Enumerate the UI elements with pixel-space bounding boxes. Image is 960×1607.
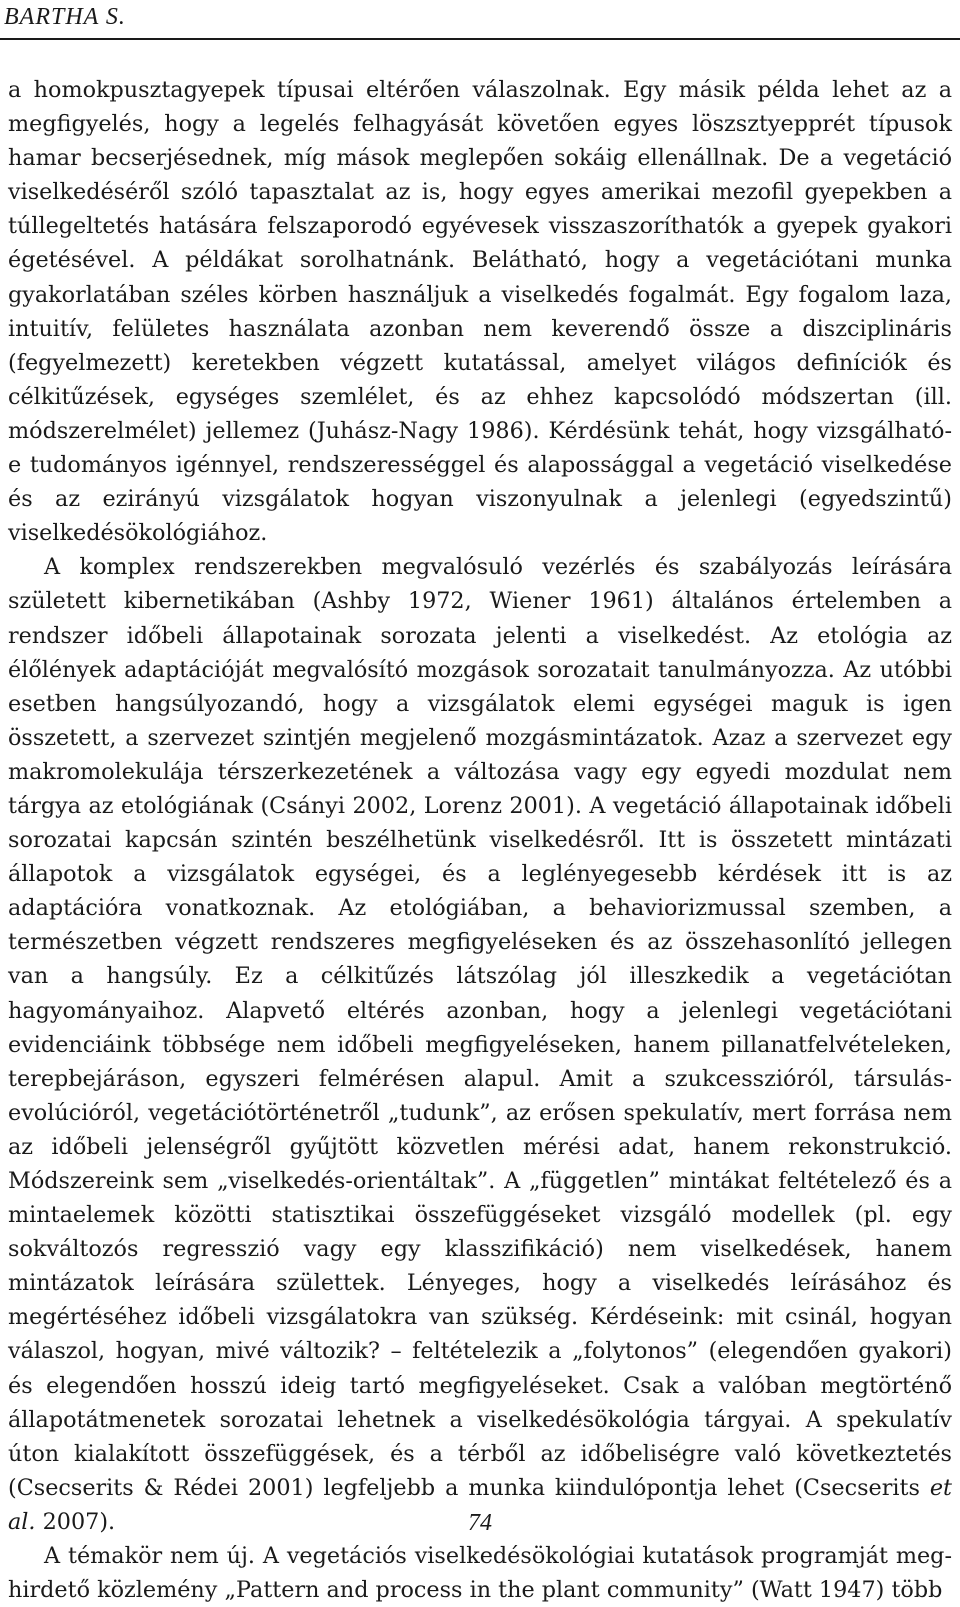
paragraph-2-italic: et al. (8, 1474, 952, 1535)
paragraph-2 (8, 550, 952, 1539)
paragraph-2-text: A komplex rendszerekben megvalósuló vezérlés és szabályozás leírására született kibernetikában (Ashby 1972, Wiener 1961) általános értelemben a rendszer időbeli állapotainak sorozata jelenti a viselkedést. Az etológia az élőlények adaptációját megvalósító mozgások sorozatait tanulmányozza. Az utóbbi esetben hangsúlyozandó, hogy a vizsgálatok elemi egységei maguk is igen összetett, a szervezet szintjén megjelenő mozgásmintázatok. Azaz a szervezet egy makromolekulája térszerkezetének a változása vagy egy egyedi mozdulat nem tárgya az etológiának (Csányi 2002, Lorenz 2001). A vegetáció állapotainak időbeli sorozatai kapcsán szintén beszélhetünk viselkedésről. Itt is összetett mintázati állapotok a vizsgálatok egységei, és a leglényegesebb kérdések itt is az adaptációra vonatkoznak. Az etológiában, a behaviorizmussal szemben, a természetben végzett rendszeres megfigyeléseken és az összehasonlító jellegen van a hangsúly. Ez a célkitűzés látszólag jól illeszkedik a vegetációtan hagyományaihoz. Alapvető eltérés azonban, hogy a jelenlegi vegetációtani evidenciáink többsége nem időbeli megfigyeléseken, hanem pillanatfelvételeken, terepbejáráson, egyszeri felmérésen alapul. Amit a szukcesszióról, társulás-evolúcióról, vegetációtörténetről „tudunk”, az erősen spekulatív, mert forrása nem az időbeli jelenségről gyűjtött közvetlen mérési adat, hanem rekonstrukció. Módszereink sem „viselkedés-orientáltak”. A „független” mintákat feltételező és a mintaelemek közötti statisztikai összefüggéseket vizsgáló modellek (pl. egy sokváltozós regresszió vagy egy klasszifikáció) nem viselkedések, hanem mintázatok leírására születtek. Lényeges, hogy a viselkedés leírásához és megértéséhez időbeli vizsgálatokra van szükség. Kérdéseink: mit csinál, hogyan válaszol, hogyan, mivé változik? – feltételezik a „folytonos” (elegendően gyakori) és elegendően hosszú ideig tartó megfigyeléseket. Csak a valóban megtörténő állapotátmenetek sorozatai lehetnek a viselkedésökológia tárgyai. A spekulatív úton kialakított összefüggések, és a térből az időbeliségre való következtetés (Csecserits & Rédei 2001) legfeljebb a munka kiindulópontja lehet (Csecserits (8, 554, 952, 1501)
paragraph-1 (8, 73, 952, 550)
paragraph-2-tail: 2007). (35, 1508, 116, 1535)
body-text (8, 73, 952, 1607)
page-number: 74 (468, 1510, 492, 1536)
paragraph-1-text: a homokpusztagyepek típusai eltérően válaszolnak. Egy másik példa lehet az a megfigyelés, hogy a legelés felhagyását követően egyes löszsztyepprét típusok hamar becserjésednek, míg mások meglepően sokáig ellenállnak. De a vegetáció viselkedéséről szóló tapasztalat az is, hogy egyes amerikai mezofil gyepekben a túllegeltetés hatására felszaporodó egyévesek visszaszoríthatók a gyepek gyakori égetésével. A példákat sorolhatnánk. Belátható, hogy a vegetációtani munka gyakorlatában széles körben használjuk a viselkedés fogalmát. Egy fogalom laza, intuitív, felületes használata azonban nem keverendő össze a diszciplináris (fegyelmezett) keretekben végzett kutatással, amelyet világos definíciók és célkitűzések, egységes szemlélet, és az ehhez kapcsolódó módszertan (ill. módszerelmélet) jellemez (Juhász-Nagy 1986). Kérdésünk tehát, hogy vizsgálható-e tudományos igénnyel, rendszerességgel és alapossággal a vegetáció viselkedése és az ezirányú vizsgálatok hogyan viszonyulnak a jelenlegi (egyedszintű) viselkedésökológiához. (8, 77, 952, 547)
paragraph-3-text: A témakör nem új. A vegetációs viselkedésökológiai kutatások programját meghirdető közlemény „Pattern and process in the plant community” (Watt 1947) több (8, 1543, 952, 1604)
running-head: BARTHA S. (4, 4, 126, 30)
header-rule (0, 38, 960, 40)
paragraph-3 (8, 1539, 952, 1607)
